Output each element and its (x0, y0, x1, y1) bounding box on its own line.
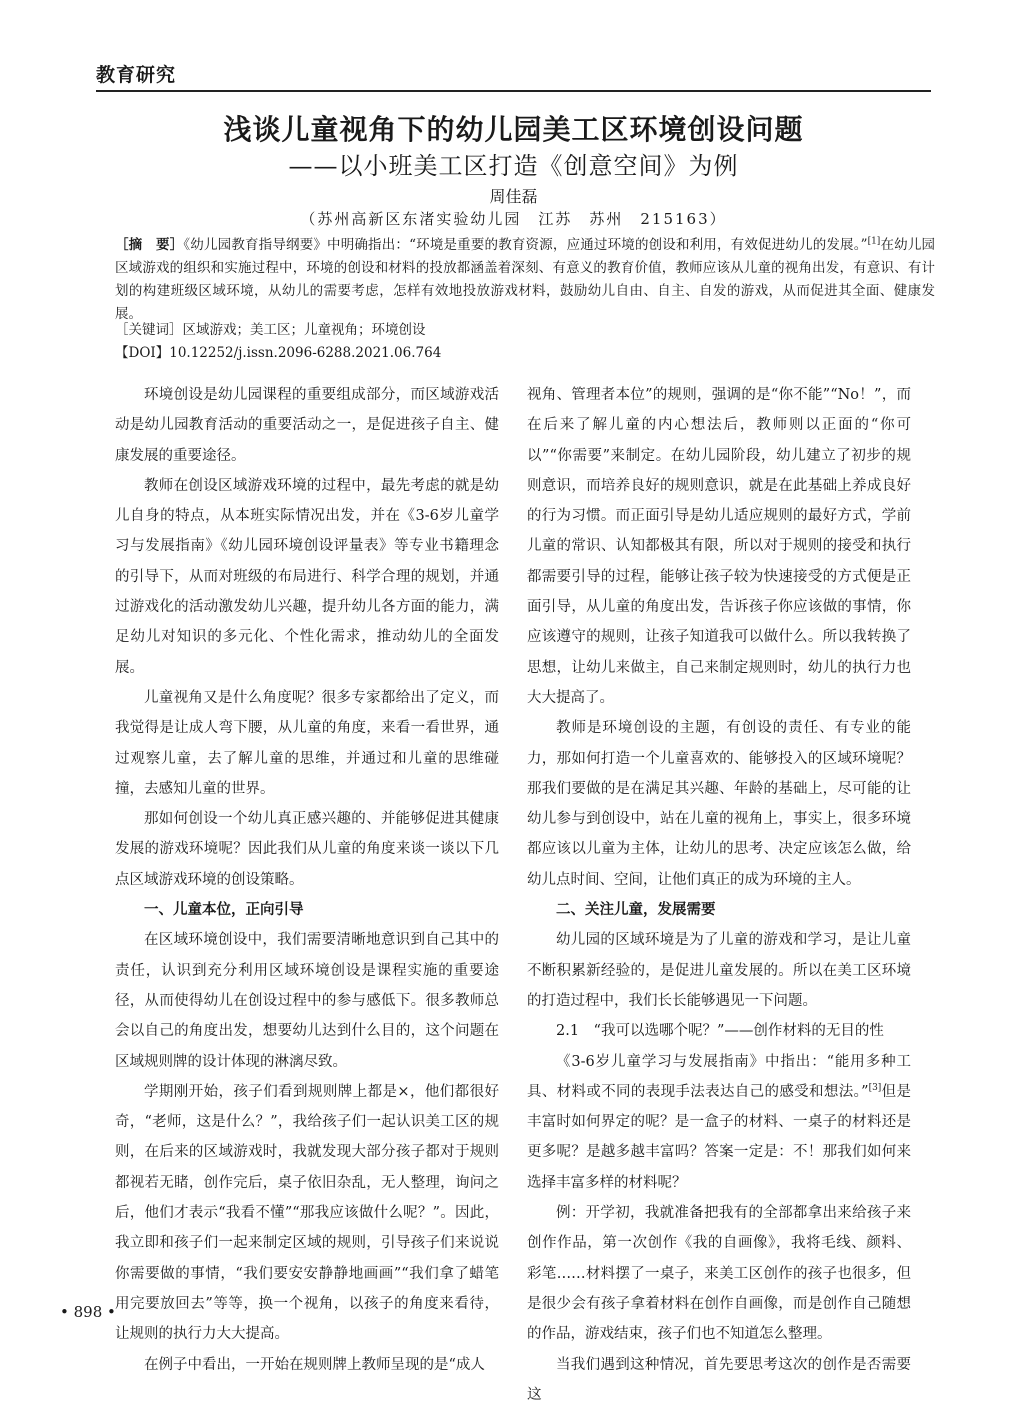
paragraph: 当我们遇到这种情况，首先要思考这次的创作是否需要这 (527, 1350, 911, 1410)
paragraph: 环境创设是幼儿园课程的重要组成部分，而区域游戏活动是幼儿园教育活动的重要活动之一，是促进孩子自主、健康发展的重要途径。 (115, 380, 499, 471)
paragraph: 那如何创设一个幼儿真正感兴趣的、并能够促进其健康发展的游戏环境呢？因此我们从儿童的角度来谈一谈以下几点区域游戏环境的创设策略。 (115, 804, 499, 895)
subsection-heading: 2.1 “我可以选哪个呢？”——创作材料的无目的性 (527, 1016, 911, 1046)
section-heading-1: 一、儿童本位，正向引导 (115, 895, 499, 925)
paragraph: 教师是环境创设的主题，有创设的责任、有专业的能力，那如何打造一个儿童喜欢的、能够投入的区域环境呢？那我们要做的是在满足其兴趣、年龄的基础上，尽可能的让幼儿参与到创设中，站在儿童的视角上，事实上，很多环境都应该以儿童为主体，让幼儿的思考、决定应该怎么做，给幼儿点时间、空间，让他们真正的成为环境的主人。 (527, 713, 911, 895)
abstract-label: ［摘 要］ (115, 237, 183, 253)
section-tag: 教育研究 (96, 60, 176, 87)
doi (115, 341, 441, 361)
keywords-label: ［关键词］ (115, 322, 183, 338)
section-heading-2: 二、关注儿童，发展需要 (527, 895, 911, 925)
paragraph-text: 《3-6岁儿童学习与发展指南》中指出：“能用多种工具、材料或不同的表现手法表达自己的感受和想法。” (527, 1054, 911, 1100)
abstract (115, 234, 935, 326)
keywords-text: 区域游戏；美工区；儿童视角；环境创设 (183, 322, 426, 338)
paragraph: 学期刚开始，孩子们看到规则牌上都是×，他们都很好奇，“老师，这是什么？”，我给孩子们一起认识美工区的规则，在后来的区域游戏时，我就发现大部分孩子都对于规则都视若无睹，创作完后，桌子依旧杂乱，无人整理，询问之后，他们才表示“我看不懂”“那我应该做什么呢？”。因此，我立即和孩子们一起来制定区域的规则，引导孩子们来说说你需要做的事情，“我们要安安静静地画画”“我们拿了蜡笔用完要放回去”等等，换一个视角，以孩子的角度来看待，让规则的执行力大大提高。 (115, 1077, 499, 1350)
page-number: • 898 • (60, 1303, 116, 1321)
paragraph: 儿童视角又是什么角度呢？很多专家都给出了定义，而我觉得是让成人弯下腰，从儿童的角度，来看一看世界，通过观察儿童，去了解儿童的思维，并通过和儿童的思维碰撞，去感知儿童的世界。 (115, 683, 499, 804)
paragraph (527, 1047, 911, 1198)
abstract-text-2: 在幼儿园区域游戏的组织和实施过程中，环境的创设和材料的投放都涵盖着深刻、有意义的教育价值，教师应该从儿童的视角出发，有意识、有计划的构建班级区域环境，从幼儿的需要考虑，怎样有效地投放游戏材料，鼓励幼儿自由、自主、自发的游戏，从而促进其全面、健康发展。 (115, 237, 935, 322)
author-affiliation: （苏州高新区东渚实验幼儿园 江苏 苏州 215163） (96, 208, 931, 229)
article-subtitle: ——以小班美工区打造《创意空间》为例 (96, 146, 931, 181)
right-column (527, 380, 911, 1410)
paragraph: 视角、管理者本位”的规则，强调的是“你不能”“No！”，而在后来了解儿童的内心想法后，教师则以正面的“你可以”“你需要”来制定。在幼儿园阶段，幼儿建立了初步的规则意识，而培养良好的规则意识，就是在此基础上养成良好的行为习惯。而正面引导是幼儿适应规则的最好方式，学前儿童的常识、认知都极其有限，所以对于规则的接受和执行都需要引导的过程，能够让孩子较为快速接受的方式便是正面引导，从儿童的角度出发，告诉孩子你应该做的事情，你应该遵守的规则，让孩子知道我可以做什么。所以我转换了思想，让幼儿来做主，自己来制定规则时，幼儿的执行力也大大提高了。 (527, 380, 911, 713)
doi-text: 10.12252/j.issn.2096-6288.2021.06.764 (169, 345, 441, 361)
abstract-citation: [1] (868, 237, 881, 247)
author-name: 周佳磊 (96, 184, 931, 207)
doi-label: 【DOI】 (115, 345, 169, 361)
keywords (115, 318, 426, 338)
abstract-text-1: 《幼儿园教育指导纲要》中明确指出：“环境是重要的教育资源，应通过环境的创设和利用，有效促进幼儿的发展。” (183, 237, 867, 253)
article-title: 浅谈儿童视角下的幼儿园美工区环境创设问题 (96, 108, 931, 148)
paragraph: 教师在创设区域游戏环境的过程中，最先考虑的就是幼儿自身的特点，从本班实际情况出发，并在《3-6岁儿童学习与发展指南》《幼儿园环境创设评量表》等专业书籍理念的引导下，从而对班级的布局进行、科学合理的规划，并通过游戏化的活动激发幼儿兴趣，提升幼儿各方面的能力，满足幼儿对知识的多元化、个性化需求，推动幼儿的全面发展。 (115, 471, 499, 683)
paragraph: 幼儿园的区域环境是为了儿童的游戏和学习，是让儿童不断积累新经验的，是促进儿童发展的。所以在美工区环境的打造过程中，我们长长能够遇见一下问题。 (527, 925, 911, 1016)
paragraph: 在区域环境创设中，我们需要清晰地意识到自己其中的责任，认识到充分利用区域环境创设是课程实施的重要途径，从而使得幼儿在创设过程中的参与感低下。很多教师总会以自己的角度出发，想要幼儿达到什么目的，这个问题在区域规则牌的设计体现的淋漓尽致。 (115, 925, 499, 1076)
left-column (115, 380, 499, 1380)
paragraph: 在例子中看出，一开始在规则牌上教师呈现的是“成人 (115, 1350, 499, 1380)
paragraph-text: 但是丰富时如何界定的呢？是一盒子的材料、一桌子的材料还是更多呢？是越多越丰富吗？答案一定是：不！那我们如何来选择丰富多样的材料呢？ (527, 1084, 911, 1191)
citation: [3] (869, 1083, 882, 1093)
header-rule (96, 90, 931, 92)
paragraph: 例：开学初，我就准备把我有的全部都拿出来给孩子来创作作品，第一次创作《我的自画像》，我将毛线、颜料、彩笔……材料摆了一桌子，来美工区创作的孩子也很多，但是很少会有孩子拿着材料在创作自画像，而是创作自己随想的作品，游戏结束，孩子们也不知道怎么整理。 (527, 1198, 911, 1349)
